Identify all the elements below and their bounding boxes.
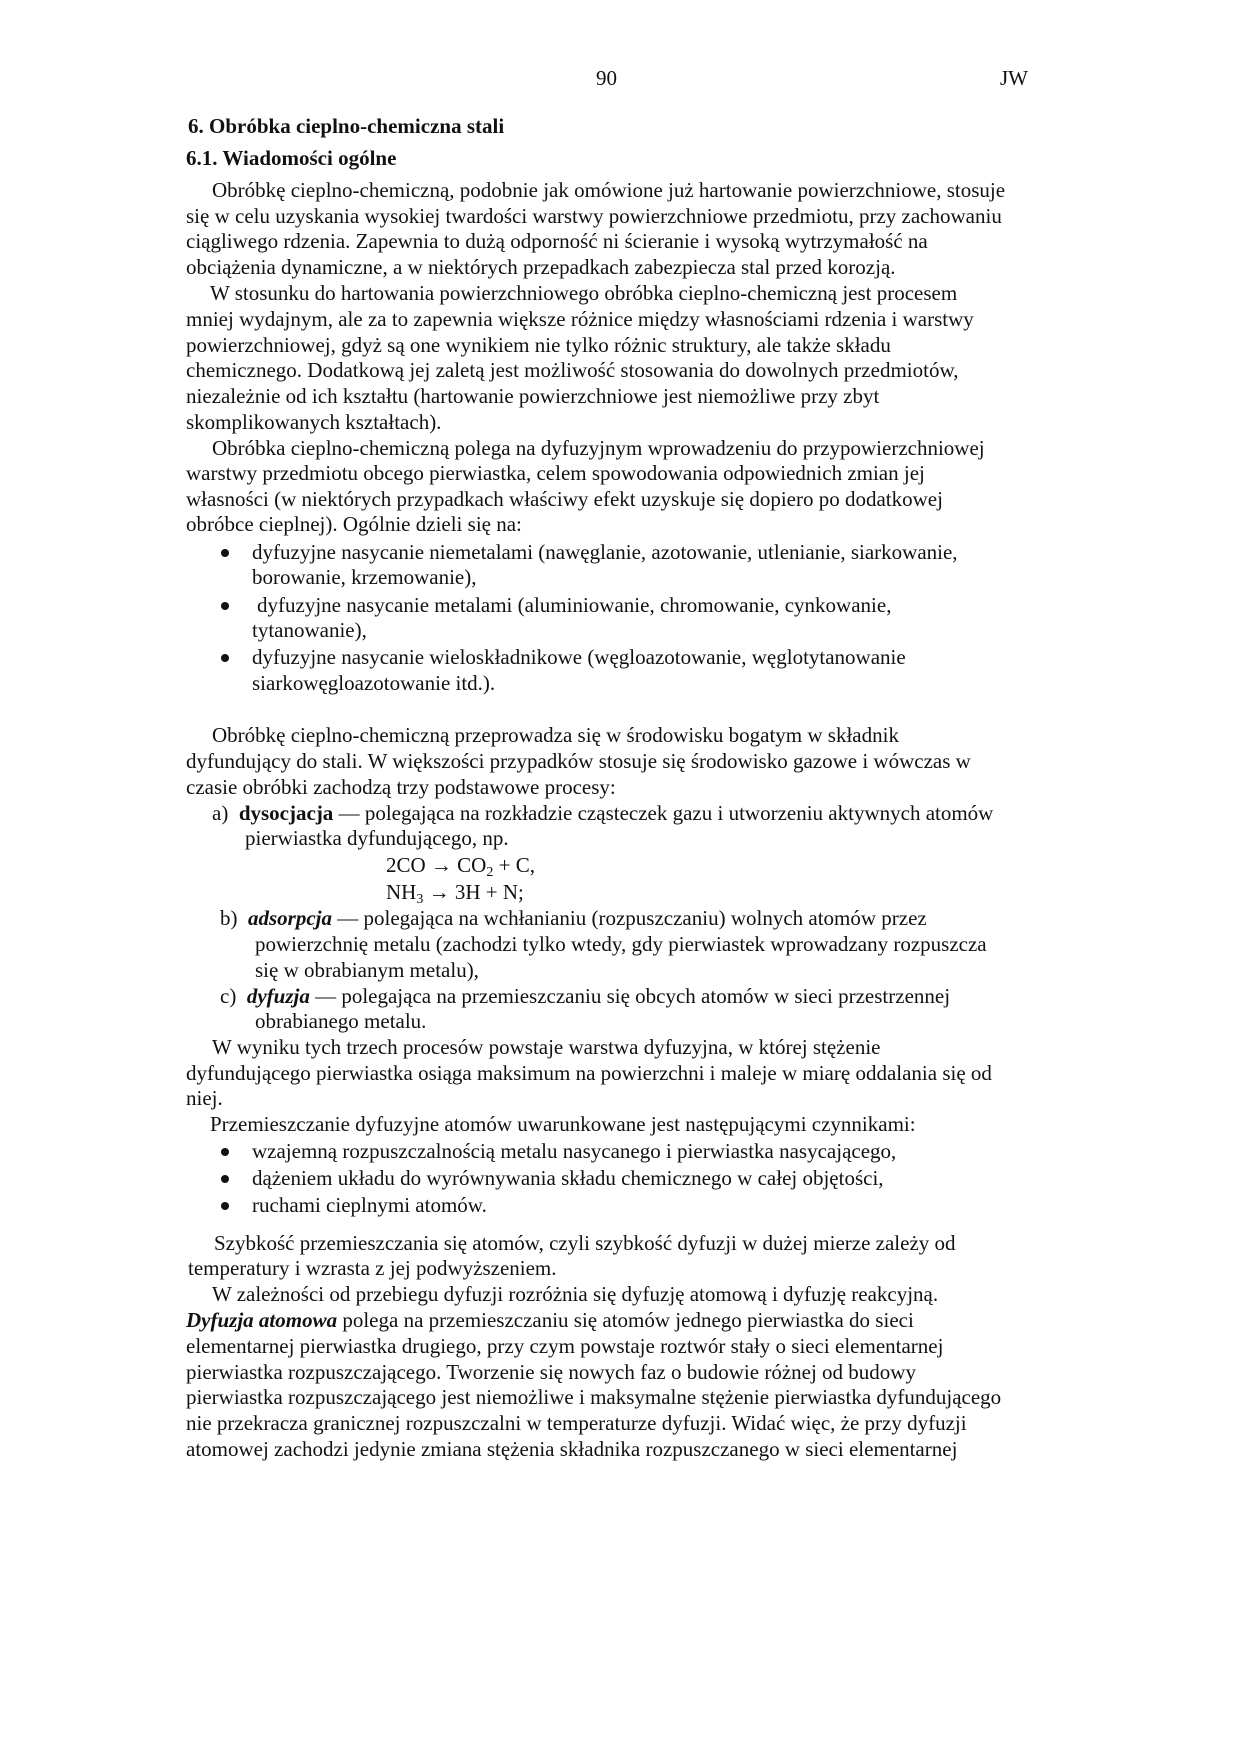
text-line: Obróbkę cieplno-chemiczną przeprowadza się w środowisku bogatym w składnik: [212, 723, 899, 747]
text-line: ciągliwego rdzenia. Zapewnia to dużą odporność ni ścieranie i wysoką wytrzymałość na: [186, 229, 928, 253]
equation-2: [386, 880, 524, 907]
list-item: dążeniem układu do wyrównywania składu chemicznego w całej objętości,: [252, 1166, 884, 1190]
text-line: obciążenia dynamiczne, a w niektórych przepadkach zabezpiecza stal przed korozją.: [186, 255, 896, 279]
item-label: c): [220, 984, 237, 1008]
bullet-icon: [221, 1175, 229, 1183]
bullet-icon: [221, 1148, 229, 1156]
list-item: dyfuzyjne nasycanie wieloskładnikowe (węgloazotowanie, węglotytanowanie: [252, 645, 906, 669]
list-item: dyfuzyjne nasycanie niemetalami (nawęglanie, azotowanie, utlenianie, siarkowanie,: [252, 540, 958, 564]
text-line: niej.: [186, 1086, 223, 1110]
process-item-a: [212, 801, 993, 825]
list-item: dyfuzyjne nasycanie metalami (aluminiowanie, chromowanie, cynkowanie,: [257, 593, 892, 617]
text-line: niezależnie od ich kształtu (hartowanie powierzchniowe jest niemożliwe przy zbyt: [186, 384, 880, 408]
process-item-b: [220, 906, 927, 930]
text-line: własności (w niektórych przypadkach właściwy efekt uzyskuje się dopiero po dodatkowej: [186, 487, 943, 511]
text-line: [186, 1308, 914, 1332]
bullet-icon: [221, 1202, 229, 1210]
list-item-cont: borowanie, krzemowanie),: [252, 565, 477, 589]
list-item: wzajemną rozpuszczalnością metalu nasycanego i pierwiastka nasycającego,: [252, 1139, 897, 1163]
text-line: powierzchniowej, gdyż są one wynikiem nie tylko różnic struktury, ale także składu: [186, 333, 891, 357]
text-line: dyfundujący do stali. W większości przypadków stosuje się środowisko gazowe i wówczas w: [186, 749, 971, 773]
item-label: b): [220, 906, 238, 930]
bullet-icon: [221, 602, 229, 610]
list-item-cont: tytanowanie),: [252, 618, 367, 642]
term: dysocjacja: [238, 801, 334, 825]
paragraph-8: W zależności od przebiegu dyfuzji rozróżnia się dyfuzję atomową i dyfuzję reakcyjną.: [212, 1282, 939, 1306]
bullet-icon: [221, 654, 229, 662]
text-line: W stosunku do hartowania powierzchniowego obróbka cieplno-chemiczną jest procesem: [210, 281, 958, 305]
text-line: warstwy przedmiotu obcego pierwiastka, celem spowodowania odpowiednich zmian jej: [186, 461, 925, 485]
eq-part: 2CO → CO: [386, 853, 487, 877]
text-line: nie przekracza granicznej rozpuszczalni w temperaturze dyfuzji. Widać więc, że przy dyfuzji: [186, 1411, 967, 1435]
text-line: atomowej zachodzi jedynie zmiana stężenia składnika rozpuszczanego w sieci elementarnej: [186, 1437, 958, 1461]
definition: polega na przemieszczaniu się atomów jednego pierwiastka do sieci: [337, 1308, 914, 1332]
page-number: 90: [596, 66, 617, 90]
term: Dyfuzja atomowa: [186, 1308, 338, 1332]
list-item: ruchami cieplnymi atomów.: [252, 1193, 487, 1217]
text-line: się w celu uzyskania wysokiej twardości warstwy powierzchniowe przedmiotu, przy zachowaniu: [186, 204, 1002, 228]
text-line: Szybkość przemieszczania się atomów, czyli szybkość dyfuzji w dużej mierze zależy od: [214, 1231, 956, 1255]
definition: — polegająca na wchłanianiu (rozpuszczaniu) wolnych atomów przez: [332, 906, 927, 930]
text-line: mniej wydajnym, ale za to zapewnia większe różnice między własnościami rdzenia i warstwy: [186, 307, 974, 331]
process-item-c: [220, 984, 950, 1008]
eq-part: + C,: [493, 853, 535, 877]
text-line: obrabianego metalu.: [255, 1009, 427, 1033]
definition: — polegająca na rozkładzie cząsteczek gazu i utworzeniu aktywnych atomów: [333, 801, 994, 825]
eq-part: → 3H + N;: [423, 880, 524, 904]
text-line: powierzchnię metalu (zachodzi tylko wtedy, gdy pierwiastek wprowadzany rozpuszcza: [255, 932, 987, 956]
subsection-title: 6.1. Wiadomości ogólne: [186, 146, 397, 170]
term: adsorpcja: [248, 906, 332, 930]
bullet-icon: [221, 549, 229, 557]
text-line: dyfundującego pierwiastka osiąga maksimum na powierzchni i maleje w miarę oddalania się od: [186, 1061, 992, 1085]
running-header-author: JW: [1000, 66, 1028, 90]
definition: — polegająca na przemieszczaniu się obcych atomów w sieci przestrzennej: [309, 984, 951, 1008]
text-line: obróbce cieplnej). Ogólnie dzieli się na:: [186, 512, 522, 536]
text-line: skomplikowanych kształtach).: [186, 410, 442, 434]
section-title: 6. Obróbka cieplno-chemiczna stali: [188, 114, 505, 138]
list-item-cont: siarkowęgloazotowanie itd.).: [252, 671, 496, 695]
text-line: pierwiastka rozpuszczającego jest niemożliwe i maksymalne stężenie pierwiastka dyfundującego: [186, 1385, 1002, 1409]
paragraph-6: Przemieszczanie dyfuzyjne atomów uwarunkowane jest następującymi czynnikami:: [210, 1112, 916, 1136]
text-line: Obróbkę cieplno-chemiczną, podobnie jak omówione już hartowanie powierzchniowe, stosuje: [212, 178, 1006, 202]
eq-sub: 2: [486, 865, 494, 880]
text-line: W wyniku tych trzech procesów powstaje warstwa dyfuzyjna, w której stężenie: [212, 1035, 881, 1059]
text-line: czasie obróbki zachodzą trzy podstawowe procesy:: [186, 775, 616, 799]
item-label: a): [212, 801, 229, 825]
text-line: się w obrabianym metalu),: [255, 958, 479, 982]
text-line: pierwiastka rozpuszczającego. Tworzenie się nowych faz o budowie różnej od budowy: [186, 1360, 916, 1384]
text-line: temperatury i wzrasta z jej podwyższeniem.: [188, 1256, 557, 1280]
eq-part: NH: [386, 880, 417, 904]
text-line: elementarnej pierwiastka drugiego, przy czym powstaje roztwór stały o sieci elementarnej: [186, 1334, 944, 1358]
equation-1: [386, 853, 535, 880]
text-line: chemicznego. Dodatkową jej zaletą jest możliwość stosowania do dowolnych przedmiotów,: [186, 358, 959, 382]
term: dyfuzja: [246, 984, 310, 1008]
text-line: Obróbka cieplno-chemiczną polega na dyfuzyjnym wprowadzeniu do przypowierzchniowej: [212, 436, 985, 460]
eq-sub: 3: [416, 892, 424, 907]
text-line: pierwiastka dyfundującego, np.: [245, 826, 509, 850]
